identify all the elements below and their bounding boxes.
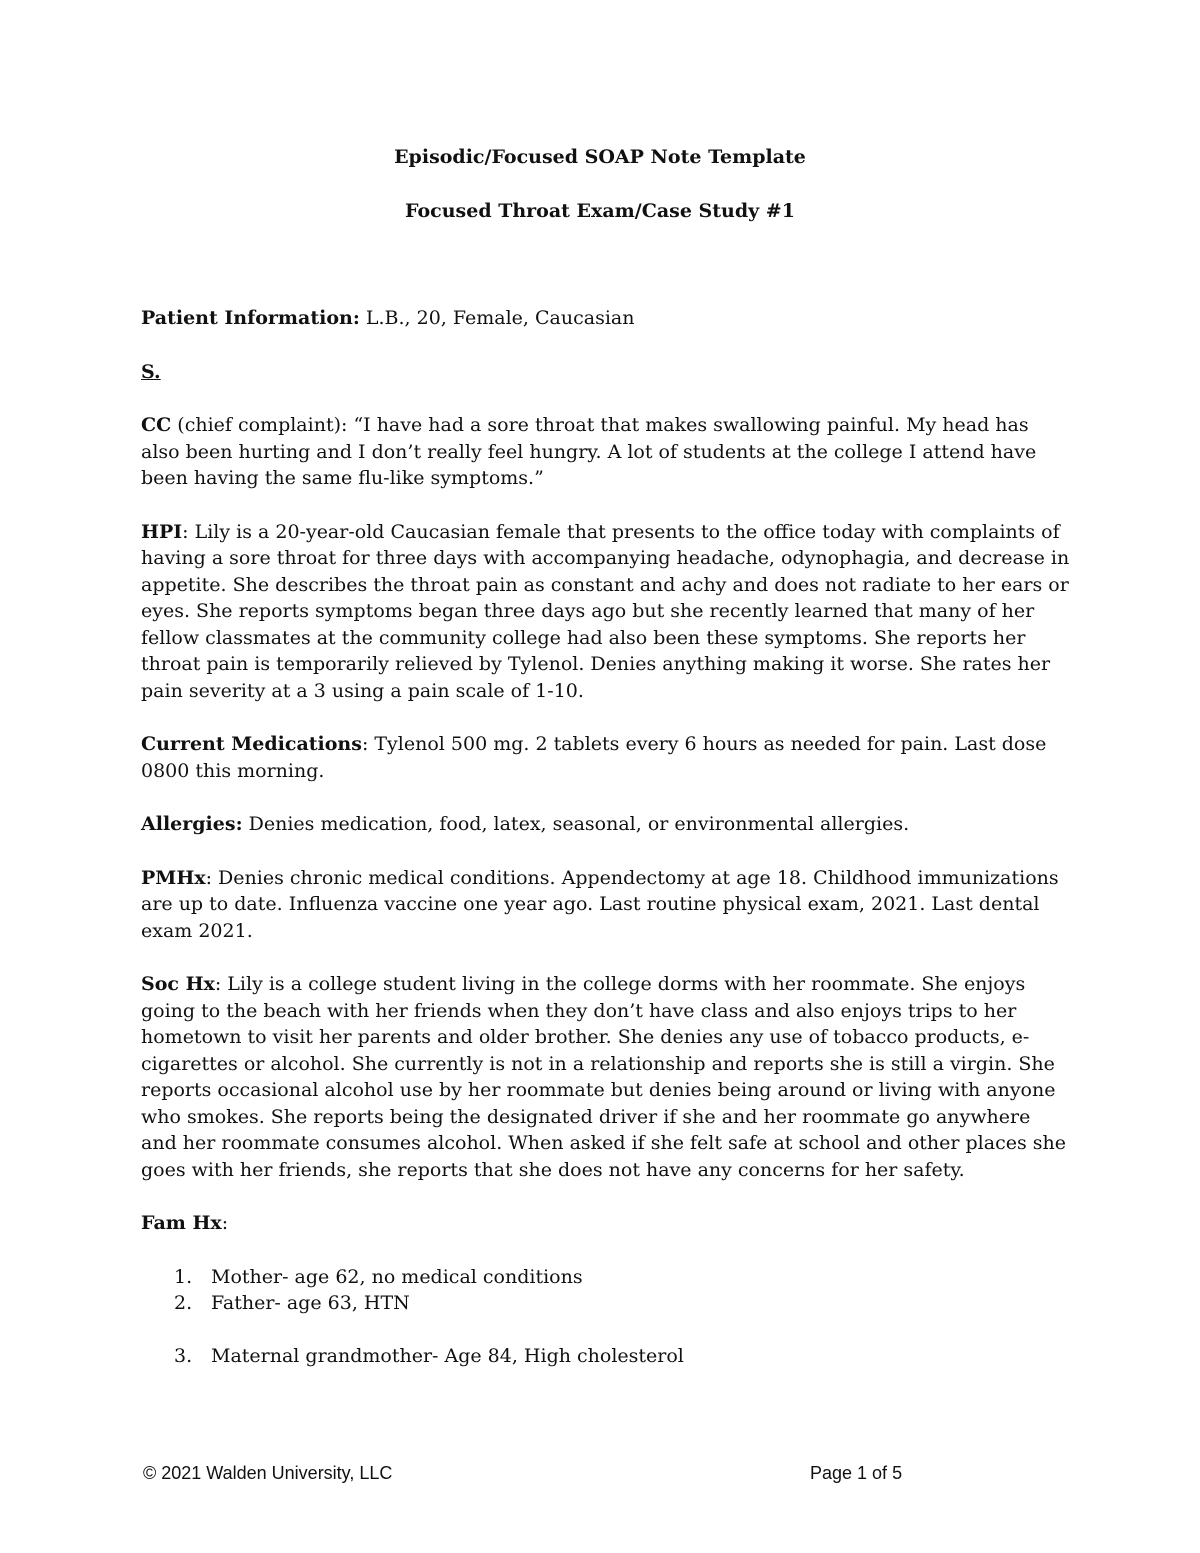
patient-info-value: L.B., 20, Female, Caucasian (359, 307, 635, 329)
footer-page-number: Page 1 of 5 (810, 1463, 903, 1483)
list-item-number: 3. (174, 1345, 193, 1367)
medications-text: : Tylenol 500 mg. 2 tablets every 6 hours as needed for pain. Last dose 0800 this morning. (141, 733, 1047, 782)
allergies-text: Denies medication, food, latex, seasonal, or environmental allergies. (242, 813, 910, 835)
allergies (141, 811, 1071, 838)
document-body (141, 305, 1071, 1370)
pmhx-text: : Denies chronic medical conditions. Appendectomy at age 18. Childhood immunizations are up to date. Influenza vaccine one year ago. Last routine physical exam, 2021. Last dental exam 2021. (141, 866, 1059, 942)
document-title: Episodic/Focused SOAP Note Template (394, 146, 806, 168)
section-s-label: S. (141, 360, 161, 383)
soc-hx (141, 971, 1071, 1183)
list-item-number: 1. (174, 1265, 193, 1288)
list-spacer (141, 1317, 1071, 1344)
list-item-text: Maternal grandmother- Age 84, High cholesterol (211, 1345, 684, 1367)
hpi-label: HPI (141, 520, 183, 543)
hpi (141, 519, 1071, 705)
cc-text: (chief complaint): “I have had a sore throat that makes swallowing painful. My head has also been hurting and I don’t really feel hungry. A lot of students at the college I attend have been having the same flu-like symptoms.” (141, 414, 1037, 489)
medications-label: Current Medications (141, 733, 362, 755)
chief-complaint (141, 412, 1071, 492)
fam-hx-list (141, 1264, 1071, 1370)
hpi-text: : Lily is a 20-year-old Caucasian female that presents to the office today with complaints of having a sore throat for three days with accompanying headache, odynophagia, and decrease in appetite. She describes the throat pain as constant and achy and does not radiate to her ears or eyes. She reports symptoms began three days ago but she recently learned that many of her fellow classmates at the community college had also been these symptoms. She reports her throat pain is temporarily relieved by Tylenol. Denies anything making it worse. She rates her pain severity at a 3 using a pain scale of 1-10. (141, 520, 1070, 702)
document-subtitle: Focused Throat Exam/Case Study #1 (405, 200, 795, 222)
cc-label: CC (141, 414, 172, 436)
current-medications (141, 731, 1071, 784)
pmhx (141, 865, 1071, 945)
section-s-heading (141, 359, 1071, 386)
list-item-text: Mother- age 62, no medical conditions (211, 1265, 583, 1288)
soc-hx-text: : Lily is a college student living in the college dorms with her roommate. She enjoys going to the beach with her friends when they don’t have class and also enjoys trips to her hometown to visit her parents and older brother. She denies any use of tobacco products, e-cigarettes or alcohol. She currently is not in a relationship and reports she is still a virgin. She reports occasional alcohol use by her roommate but denies being around or living with anyone who smokes. She reports being the designated driver if she and her roommate go anywhere and her roommate consumes alcohol. When asked if she felt safe at school and other places she goes with her friends, she reports that she does not have any concerns for her safety. (141, 973, 1066, 1181)
list-item-number: 2. (174, 1292, 193, 1314)
fam-hx-label: Fam Hx (141, 1212, 222, 1234)
list-item (141, 1343, 1071, 1370)
soc-hx-label: Soc Hx (141, 973, 215, 995)
patient-info (141, 305, 1071, 332)
patient-info-label: Patient Information: (141, 307, 360, 329)
pmhx-label: PMHx (141, 866, 206, 889)
fam-hx-heading (141, 1210, 1071, 1237)
fam-hx-colon: : (221, 1212, 229, 1234)
list-item-text: Father- age 63, HTN (211, 1292, 410, 1314)
list-item (141, 1290, 1071, 1317)
footer-copyright: © 2021 Walden University, LLC (143, 1463, 393, 1483)
list-item (141, 1264, 1071, 1291)
allergies-label: Allergies: (141, 813, 243, 835)
